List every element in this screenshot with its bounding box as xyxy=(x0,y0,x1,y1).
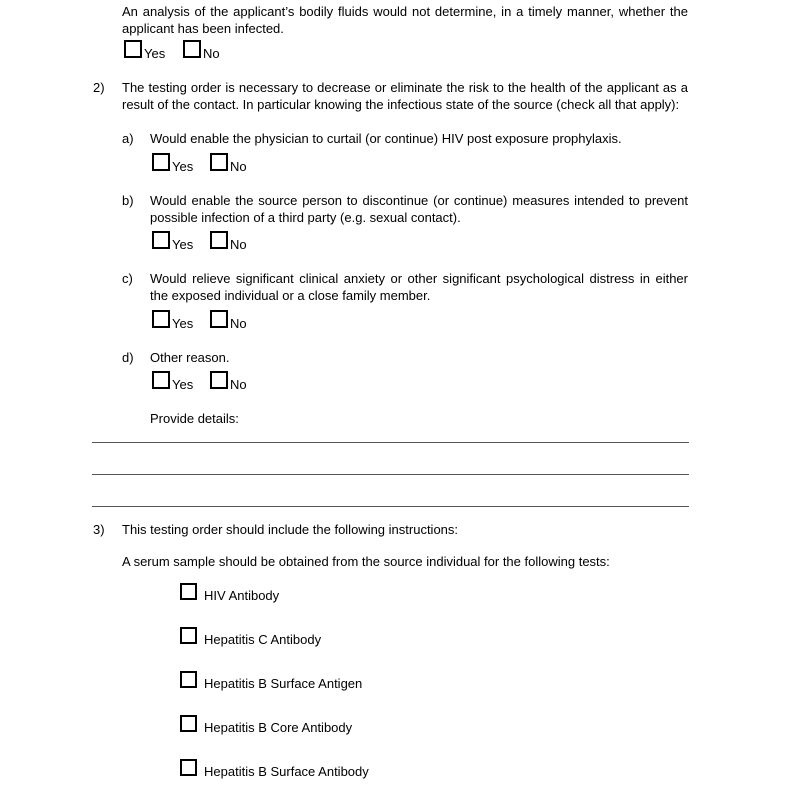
item-c-no-checkbox[interactable] xyxy=(210,310,228,328)
item-c-letter: c) xyxy=(122,271,133,286)
item-c-yes-label: Yes xyxy=(172,316,194,331)
item-d-no-checkbox[interactable] xyxy=(210,371,228,389)
section3-subtext: A serum sample should be obtained from the source individual for the following tests: xyxy=(122,554,610,569)
test-hepatitis-c-antibody xyxy=(180,627,430,647)
item-c-no-label: No xyxy=(230,316,247,331)
item-d-no-label: No xyxy=(230,377,247,392)
item-a-yes-checkbox[interactable] xyxy=(152,153,170,171)
item-b-no-label: No xyxy=(230,237,247,252)
test-hepatitis-b-surface-antigen-label: Hepatitis B Surface Antigen xyxy=(204,676,363,691)
item-b-text: Would enable the source person to discontinue (or continue) measures intended to prevent possible infection of a third party (e.g. sexual contact). xyxy=(150,193,688,225)
test-hepatitis-b-surface-antigen-checkbox[interactable] xyxy=(180,671,197,688)
item-a-no-checkbox[interactable] xyxy=(210,153,228,171)
test-hepatitis-b-surface-antibody xyxy=(180,759,430,779)
item-d-options xyxy=(152,371,272,391)
section1-no-checkbox[interactable] xyxy=(183,40,201,58)
item-b-options xyxy=(152,231,272,251)
test-hepatitis-c-antibody-label: Hepatitis C Antibody xyxy=(204,632,322,647)
details-line-1[interactable] xyxy=(92,442,689,443)
item-b-no-checkbox[interactable] xyxy=(210,231,228,249)
item-a-letter: a) xyxy=(122,131,134,146)
test-hiv-antibody xyxy=(180,583,430,603)
item-a-options xyxy=(152,153,272,173)
item-b-yes-checkbox[interactable] xyxy=(152,231,170,249)
test-hiv-antibody-label: HIV Antibody xyxy=(204,588,280,603)
details-line-3[interactable] xyxy=(92,506,689,507)
details-line-2[interactable] xyxy=(92,474,689,475)
section3-number: 3) xyxy=(93,522,105,537)
item-b-letter: b) xyxy=(122,193,134,208)
item-d-text: Other reason. xyxy=(150,350,230,365)
section2-number: 2) xyxy=(93,80,105,95)
item-c-text: Would relieve significant clinical anxiety or other significant psychological distress in either the exposed individual or a close family member. xyxy=(150,271,688,303)
item-d-yes-label: Yes xyxy=(172,377,194,392)
item-a-no-label: No xyxy=(230,159,247,174)
item-c-yes-checkbox[interactable] xyxy=(152,310,170,328)
section2-text: The testing order is necessary to decrease or eliminate the risk to the health of the applicant as a result of the contact. In particular knowing the infectious state of the source (check all that apply): xyxy=(122,80,688,112)
test-hepatitis-b-surface-antibody-label: Hepatitis B Surface Antibody xyxy=(204,764,369,779)
section1-yes-label: Yes xyxy=(144,46,166,61)
item-d-yes-checkbox[interactable] xyxy=(152,371,170,389)
test-hepatitis-b-core-antibody-checkbox[interactable] xyxy=(180,715,197,732)
item-b-yes-label: Yes xyxy=(172,237,194,252)
section1-text: An analysis of the applicant’s bodily fluids would not determine, in a timely manner, whether the applicant has been infected. xyxy=(122,4,688,36)
item-c-options xyxy=(152,310,272,330)
test-hepatitis-c-antibody-checkbox[interactable] xyxy=(180,627,197,644)
section1-options xyxy=(124,40,244,60)
provide-details-label: Provide details: xyxy=(150,411,239,426)
section1-yes-checkbox[interactable] xyxy=(124,40,142,58)
item-a-text: Would enable the physician to curtail (or continue) HIV post exposure prophylaxis. xyxy=(150,131,622,146)
item-d-letter: d) xyxy=(122,350,134,365)
test-hepatitis-b-surface-antigen xyxy=(180,671,430,691)
test-hepatitis-b-core-antibody-label: Hepatitis B Core Antibody xyxy=(204,720,353,735)
test-hiv-antibody-checkbox[interactable] xyxy=(180,583,197,600)
test-hepatitis-b-core-antibody xyxy=(180,715,430,735)
section1-no-label: No xyxy=(203,46,220,61)
test-hepatitis-b-surface-antibody-checkbox[interactable] xyxy=(180,759,197,776)
item-a-yes-label: Yes xyxy=(172,159,194,174)
section3-text: This testing order should include the following instructions: xyxy=(122,522,459,537)
